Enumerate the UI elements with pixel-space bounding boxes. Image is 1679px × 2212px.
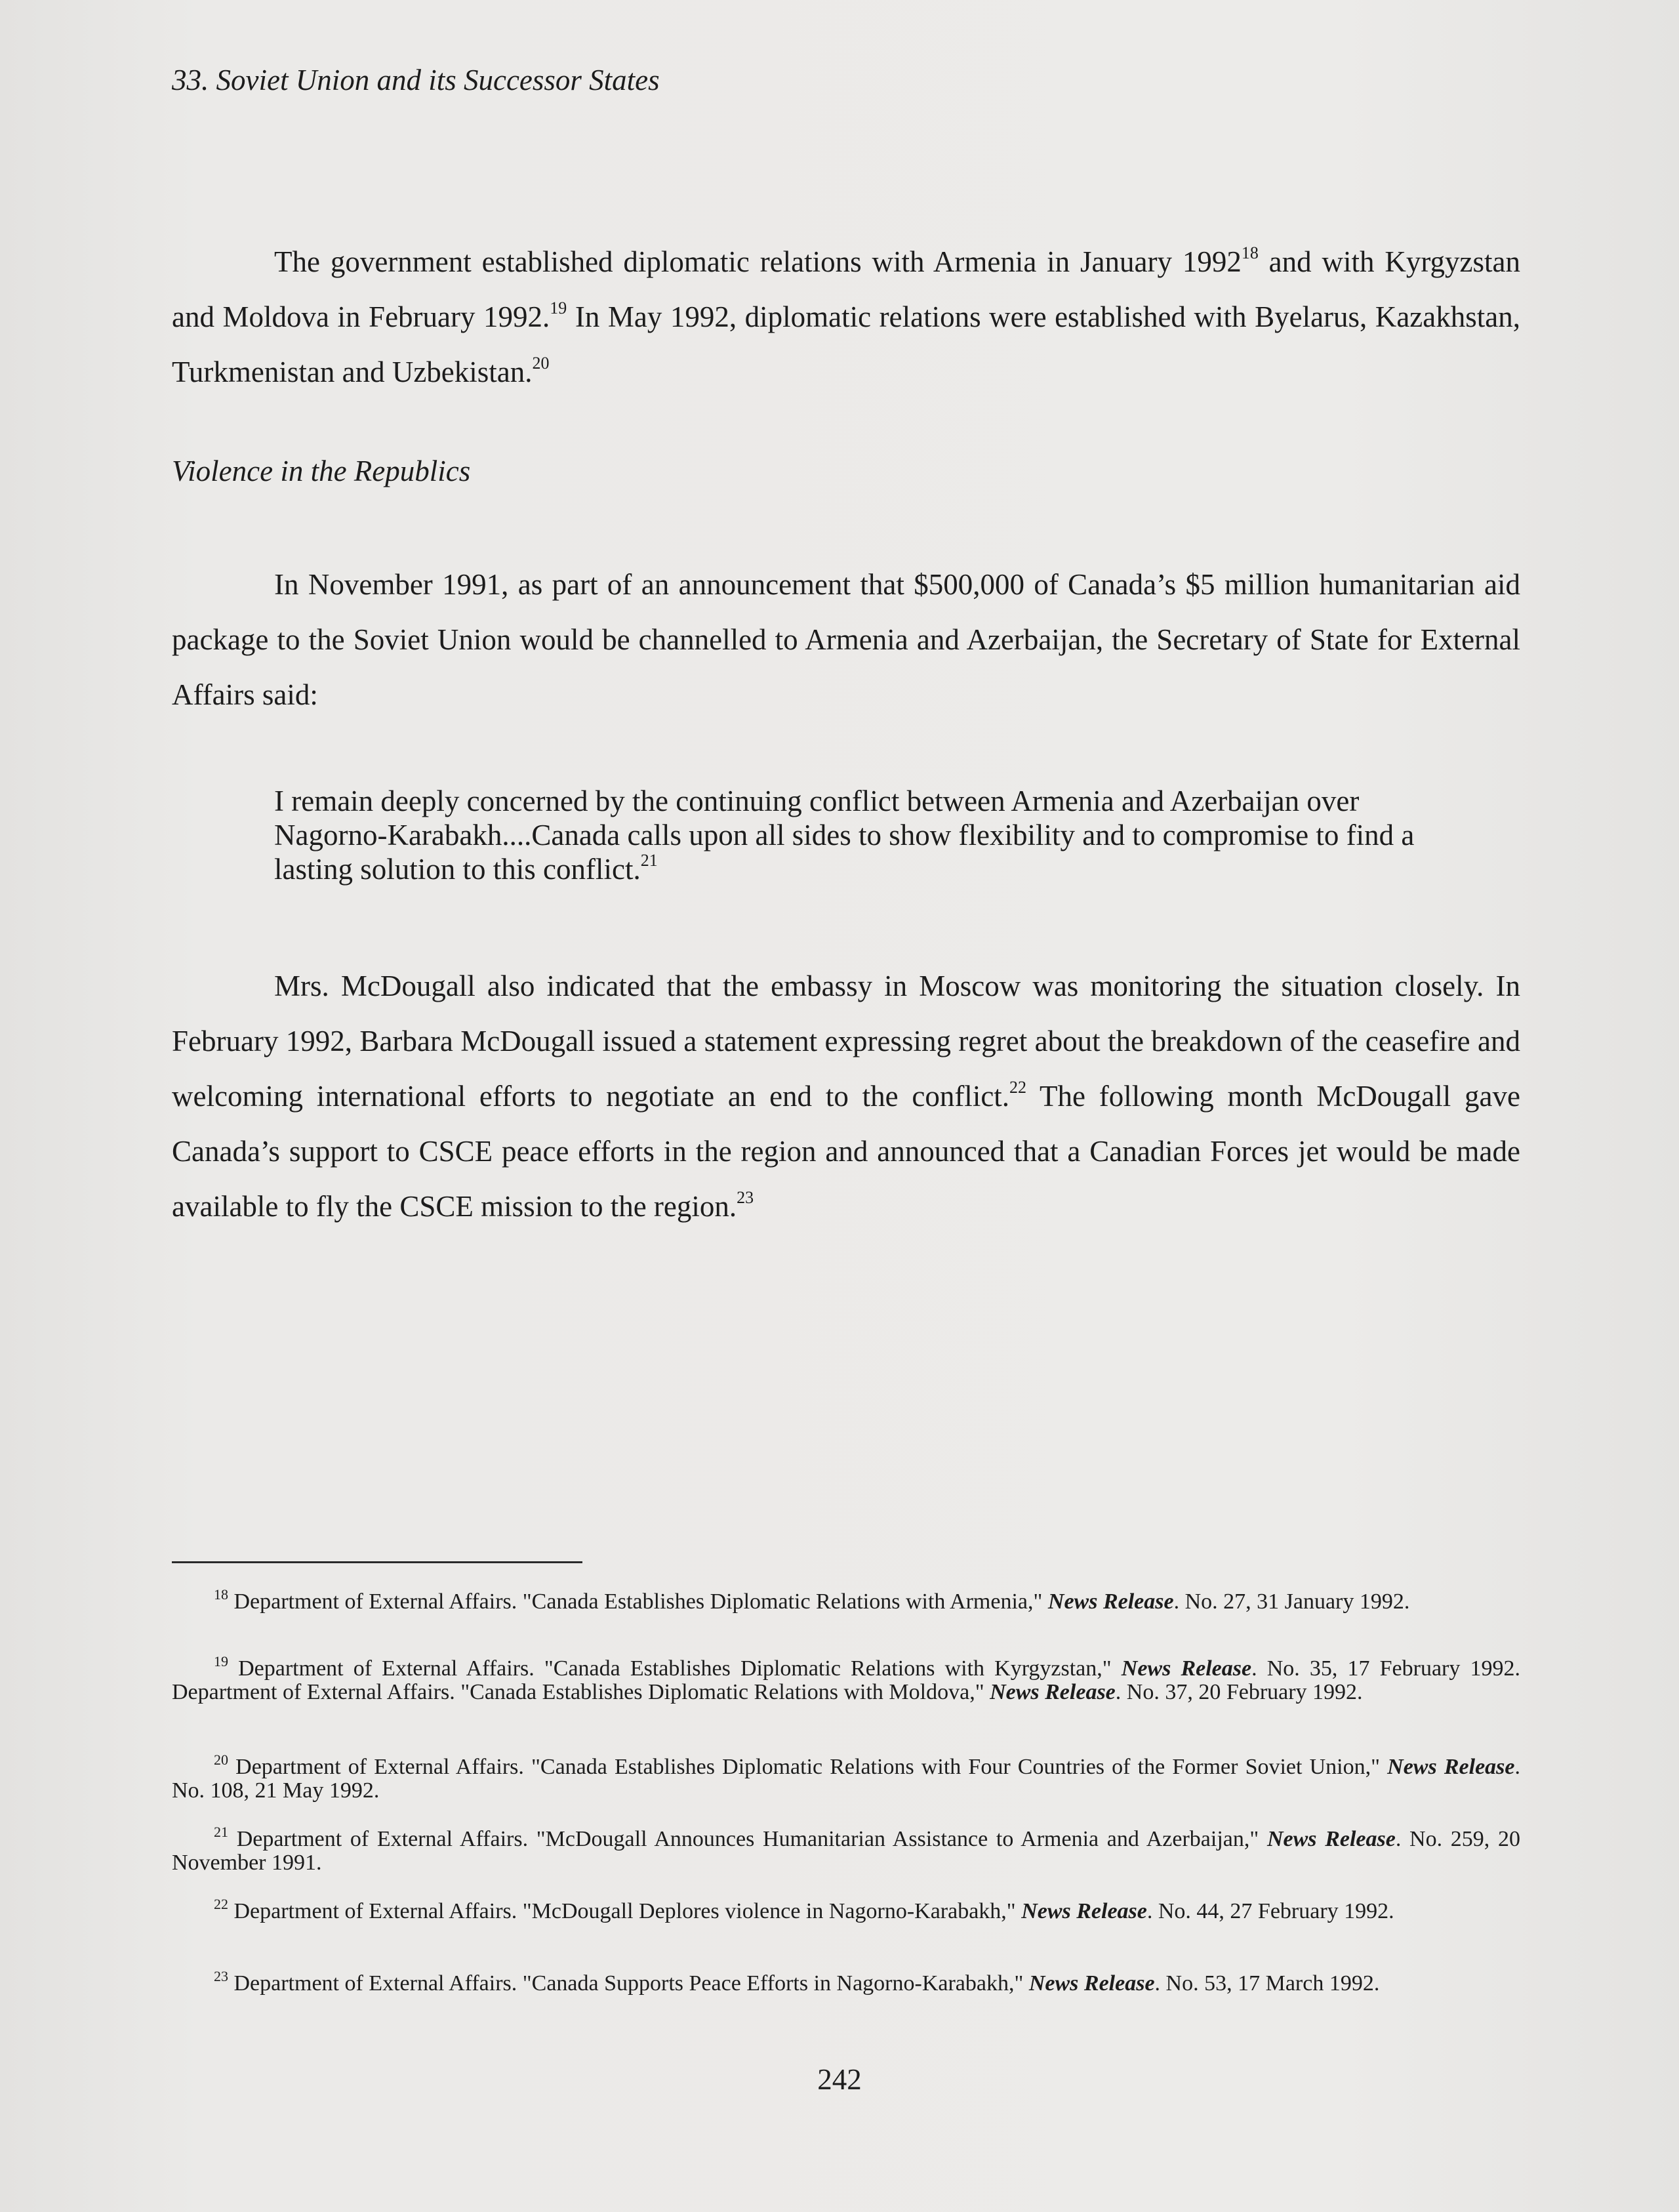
paragraph-text: The following month McDougall gave Canada’s support to CSCE peace efforts in the region and announced that a Canadian Forces jet would be made available to fly the CSCE mission to the region. [172, 1080, 1520, 1223]
paragraph-ceasefire [172, 958, 1520, 1234]
footnote-number: 20 [214, 1751, 228, 1768]
paragraph-text: In November 1991, as part of an announcement that $500,000 of Canada’s $5 million humanitarian aid package to the Soviet Union would be channelled to Armenia and Azerbaijan, the Secretary of State for External Affairs said: [172, 568, 1520, 711]
quote-text: I remain deeply concerned by the continuing conflict between Armenia and Azerbaijan over Nagorno-Karabakh....Canada calls upon all sides to show flexibility and to compromise to find a lasting solution to this conflict. [274, 785, 1415, 886]
footnote-number: 18 [214, 1586, 228, 1603]
footnote-ref-21: 21 [640, 851, 658, 870]
footnote-ref-19: 19 [550, 298, 567, 317]
footnote-ref-18: 18 [1241, 243, 1259, 262]
footnote-text: Department of External Affairs. "Canada Establishes Diplomatic Relations with Kyrgyzstan," [228, 1656, 1122, 1681]
footnote-text: Department of External Affairs. "Canada Establishes Diplomatic Relations with Four Countries of the Former Soviet Union," [228, 1755, 1388, 1779]
footnote-text: Department of External Affairs. "McDougall Announces Humanitarian Assistance to Armenia and Azerbaijan," [228, 1827, 1267, 1851]
footnote-text: . No. 53, 17 March 1992. [1154, 1971, 1380, 1996]
footnote-number: 21 [214, 1823, 228, 1840]
paragraph-text: The government established diplomatic relations with Armenia in January 1992 [274, 245, 1242, 278]
page-number: 242 [817, 2063, 862, 2096]
footnote-source: News Release [1387, 1755, 1515, 1779]
footnote-text: . No. 44, 27 February 1992. [1146, 1899, 1394, 1923]
footnote-ref-22: 22 [1009, 1078, 1027, 1097]
footnote-source: News Release [1028, 1971, 1155, 1996]
running-head: 33. Soviet Union and its Successor States [172, 64, 660, 96]
section-heading: Violence in the Republics [172, 455, 471, 487]
footnote-18 [172, 1586, 1520, 1614]
footnote-number: 22 [214, 1895, 228, 1912]
paragraph-text: Mrs. McDougall also indicated that the embassy in Moscow was monitoring the situation closely. In February 1992, Barbara McDougall issued a statement expressing regret about the breakdown of the ceasefire and welcoming international efforts to negotiate an end to the conflict. [172, 970, 1520, 1113]
paragraph-text: In May 1992, diplomatic relations were established with Byelarus, Kazakhstan, Turkmenistan and Uzbekistan. [172, 300, 1520, 388]
footnote-text: Department of External Affairs. "Canada Establishes Diplomatic Relations with Armenia," [228, 1589, 1048, 1614]
footnote-23 [172, 1967, 1520, 1996]
block-quote [274, 784, 1423, 886]
footnote-22 [172, 1895, 1520, 1923]
footnote-source: News Release [1121, 1656, 1252, 1681]
footnote-number: 19 [214, 1652, 228, 1669]
paragraph-diplomatic-relations [172, 234, 1520, 399]
footnote-source: News Release [990, 1680, 1116, 1704]
paragraph-humanitarian-aid [172, 557, 1520, 722]
footnote-text: . No. 259, 20 November 1991. [172, 1827, 1520, 1875]
paragraph-text: and with Kyrgyzstan and Moldova in February 1992. [172, 245, 1520, 333]
footnote-text: . No. 108, 21 May 1992. [172, 1755, 1520, 1803]
footnote-19 [172, 1652, 1520, 1704]
footnote-21 [172, 1823, 1520, 1875]
footnote-text: Department of External Affairs. "McDougall Deplores violence in Nagorno-Karabakh," [228, 1899, 1022, 1923]
footnote-source: News Release [1266, 1827, 1396, 1851]
footnote-number: 23 [214, 1967, 228, 1984]
footnote-ref-23: 23 [737, 1188, 754, 1207]
footnote-ref-20: 20 [532, 354, 550, 373]
footnote-text: . No. 35, 17 February 1992. Department of External Affairs. "Canada Establishes Diplomatic Relations with Moldova," [172, 1656, 1520, 1704]
footnote-source: News Release [1047, 1589, 1174, 1614]
footnote-divider [172, 1561, 582, 1563]
footnote-text: . No. 37, 20 February 1992. [1115, 1680, 1363, 1704]
footnote-source: News Release [1021, 1899, 1147, 1923]
footnote-20 [172, 1751, 1520, 1803]
footnote-text: . No. 27, 31 January 1992. [1173, 1589, 1410, 1614]
footnote-text: Department of External Affairs. "Canada Supports Peace Efforts in Nagorno-Karabakh," [228, 1971, 1029, 1996]
